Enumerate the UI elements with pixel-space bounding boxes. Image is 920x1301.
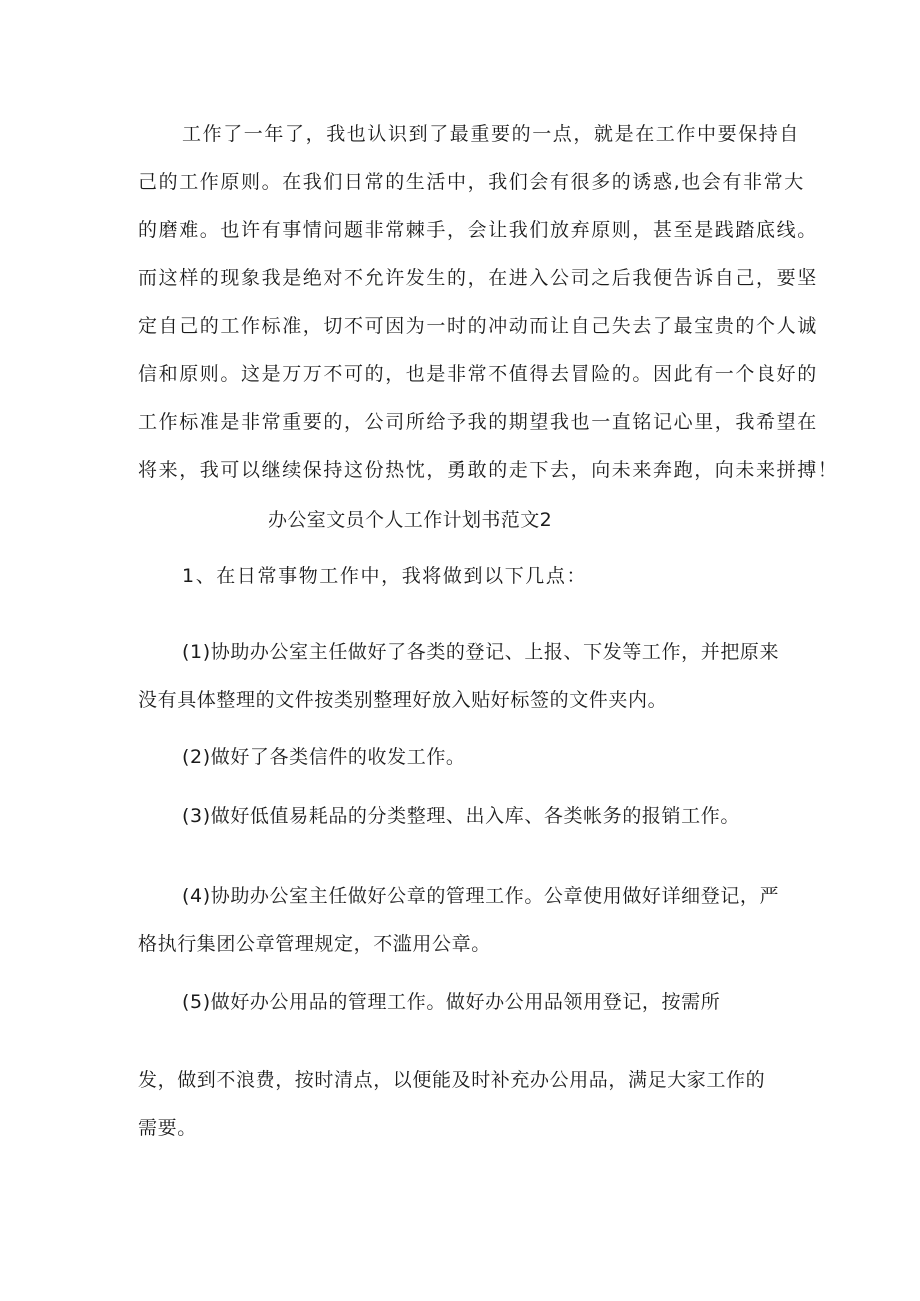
paragraph-line: 工作了一年了，我也认识到了最重要的一点，就是在工作中要保持自 (182, 123, 801, 145)
item-line: 发，做到不浪费，按时清点，以便能及时补充办公用品，满足大家工作的 (138, 1069, 766, 1091)
paragraph-line: 将来，我可以继续保持这份热忱，勇敢的走下去，向未来奔跑，向未来拼搏！ (138, 459, 839, 481)
paragraph-line: 定自己的工作标准，切不可因为一时的冲动而让自己失去了最宝贵的个人诚 (138, 315, 818, 337)
paragraph-line: 己的工作原则。在我们日常的生活中，我们会有很多的诱惑,也会有非常大 (138, 171, 805, 193)
paragraph-line: 而这样的现象我是绝对不允许发生的，在进入公司之后我便告诉自己，要坚 (138, 267, 818, 289)
item-line: (1)协助办公室主任做好了各类的登记、上报、下发等工作，并把原来 (182, 641, 780, 663)
item-line: (2)做好了各类信件的收发工作。 (182, 746, 466, 768)
item-line: 没有具体整理的文件按类别整理好放入贴好标签的文件夹内。 (138, 689, 668, 711)
section-title: 办公室文员个人工作计划书范文2 (268, 509, 553, 531)
paragraph-line: 信和原则。这是万万不可的，也是非常不值得去冒险的。因此有一个良好的 (138, 363, 818, 385)
paragraph-line: 的磨难。也许有事情问题非常棘手，会让我们放弃原则，甚至是践踏底线。 (138, 219, 818, 241)
item-line: 需要。 (138, 1117, 197, 1139)
item-line: 格执行集团公章管理规定，不滥用公章。 (138, 933, 491, 955)
item-line: (5)做好办公用品的管理工作。做好办公用品领用登记，按需所 (182, 991, 721, 1013)
intro-line: 1、在日常事物工作中，我将做到以下几点： (182, 565, 588, 587)
item-line: (4)协助办公室主任做好公章的管理工作。公章使用做好详细登记，严 (182, 885, 780, 907)
item-line: (3)做好低值易耗品的分类整理、出入库、各类帐务的报销工作。 (182, 805, 740, 827)
paragraph-line: 工作标准是非常重要的，公司所给予我的期望我也一直铭记心里，我希望在 (138, 411, 818, 433)
